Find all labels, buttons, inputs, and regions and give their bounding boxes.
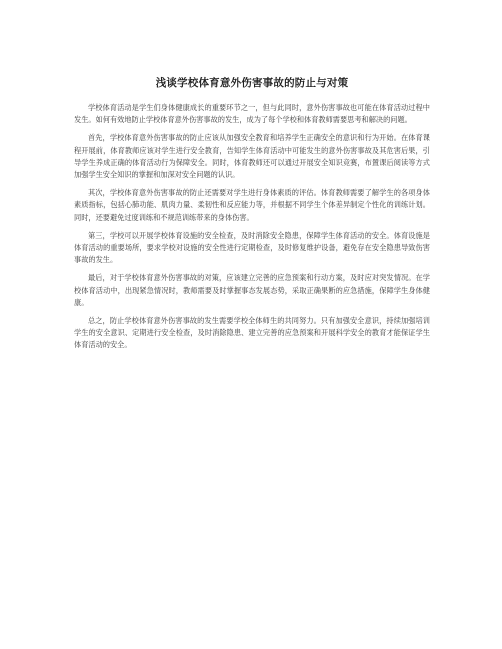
document-title: 浅谈学校体育意外伤害事故的防止与对策: [155, 77, 349, 89]
paragraph-third: 第三，学校可以开展学校体育设施的安全检查，及时消除安全隐患，保障学生体育活动的安全。体育设施是体育活动的重要场所，要求学校对设施的安全性进行定期检查，及时修复维护设备，避免存在安全隐患导致伤害事故的发生。: [74, 230, 430, 265]
paragraph-second: 其次，学校体育意外伤害事故的防止还需要对学生进行身体素质的评估。体育教师需要了解学生的各项身体素质指标，包括心肺功能、肌肉力量、柔韧性和反应能力等，并根据不同学生个体差异制定个性化的训练计划。同时，还要避免过度训练和不规范训练带来的身体伤害。: [74, 188, 430, 222]
paragraph-intro: 学校体育活动是学生们身体健康成长的重要环节之一，但与此同时，意外伤害事故也可能在体育活动过程中发生。如何有效地防止学校体育意外伤害事故的发生，成为了每个学校和体育教师需要思考和解决的问题。: [74, 103, 430, 125]
paragraph-last: 最后，对于学校体育意外伤害事故的对策，应该建立完善的应急预案和行动方案，及时应对突发情况。在学校体育活动中，出现紧急情况时，教师需要及时掌握事态发展态势，采取正确果断的应急措施，保障学生身体健康。: [74, 273, 430, 307]
paragraph-conclusion: 总之，防止学校体育意外伤害事故的发生需要学校全体师生的共同努力。只有加强安全意识，持续加强培训学生的安全意识、定期进行安全检查，及时消除隐患、建立完善的应急预案和开展科学安全的教育才能保证学生体育活动的安全。: [74, 316, 430, 350]
paragraph-first: 首先，学校体育意外伤害事故的防止应该从加强安全教育和培养学生正确安全的意识和行为开始。在体育课程开展前，体育教师应该对学生进行安全教育，告知学生体育活动中可能发生的意外伤害事故及其危害后果，引导学生养成正确的体育活动行为保障安全。同时，体育教师还可以通过开展安全知识竞赛，布置课后阅读等方式加强学生安全知识的掌握和加深对安全问题的认识。: [74, 133, 430, 180]
